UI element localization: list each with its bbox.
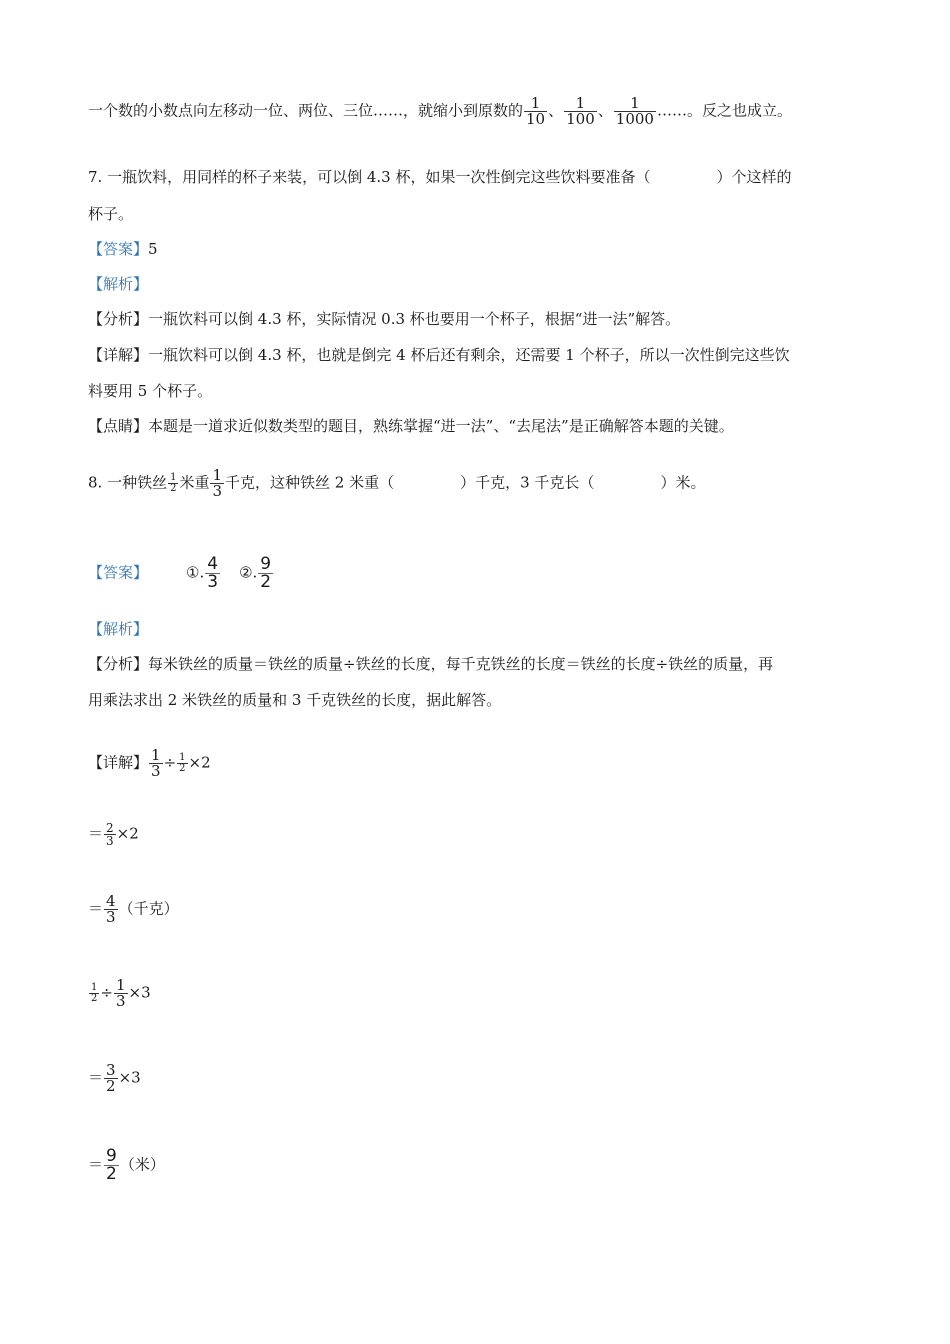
q8-step-3: ＝ $\frac{4}{3}$ （千克） [88, 892, 179, 926]
fraction-1-3: $\frac{1}{3}$ [212, 466, 223, 500]
step6-fraction: $\frac{9}{2}$ [106, 1146, 117, 1184]
q7-answer [88, 239, 158, 259]
q7-dianjing: 【点睛】本题是一道求近似数类型的题目，熟练掌握“进一法”、“去尾法”是正确解答本题的关键。 [88, 417, 734, 435]
q8-fenxi-line2: 用乘法求出 2 米铁丝的质量和 3 千克铁丝的长度，据此解答。 [88, 691, 502, 709]
q8-step-1: 【详解】 $\frac{1}{3}$ ÷ $\frac{1}{2}$ ×2 [88, 746, 211, 780]
fraction-1-10: $\frac{1}{10}$ [526, 94, 546, 128]
q8-step-4: $\frac{1}{2}$ ÷ $\frac{1}{3}$ ×3 [91, 976, 151, 1010]
answer-tag: 【答案】 [88, 240, 149, 258]
step5-fraction: $\frac{3}{2}$ [106, 1061, 116, 1095]
q8-step-5: ＝ $\frac{3}{2}$ ×3 [88, 1061, 141, 1095]
q8-question: 8. 一种铁丝 $\frac{1}{2}$ 米重 $\frac{1}{3}$ 千克，这种铁丝 2 米重（ ）千克，3 千克长（ ）米。 [88, 466, 706, 500]
intro-suffix: ……。反之也成立。 [656, 101, 792, 120]
q7-question-line2: 杯子。 [88, 205, 134, 223]
answer-fraction-9-2: $\frac{9}{2}$ [260, 554, 272, 592]
fraction-1-2: $\frac{1}{2}$ [170, 472, 177, 494]
intro-prefix: 一个数的小数点向左移动一位、两位、三位……，就缩小到原数的 [88, 101, 524, 120]
q8-step-2: ＝ $\frac{2}{3}$ ×2 [88, 821, 139, 848]
q8-answer: 【答案】 ①. $\frac{4}{3}$ ②. $\frac{9}{2}$ [88, 554, 272, 592]
step1-fraction-b: $\frac{1}{2}$ [179, 752, 186, 774]
fraction-1-1000: $\frac{1}{1000}$ [615, 94, 654, 128]
step4-fraction-a: $\frac{1}{2}$ [91, 982, 98, 1004]
step4-fraction-b: $\frac{1}{3}$ [115, 976, 126, 1010]
step2-fraction: $\frac{2}{3}$ [106, 821, 114, 848]
q7-xiangjie-line1: 【详解】一瓶饮料可以倒 4.3 杯，也就是倒完 4 杯后还有剩余，还需要 1 个杯子，所以一次性倒完这些饮 [88, 346, 790, 364]
step3-fraction: $\frac{4}{3}$ [106, 892, 116, 926]
q7-analysis-heading: 【解析】 [88, 275, 149, 293]
intro-line: 一个数的小数点向左移动一位、两位、三位……，就缩小到原数的 $\frac{1}{10}$ 、 $\frac{1}{100}$ 、 $\frac{1}{1000}$ ……。反之也成立。 [88, 94, 792, 128]
q7-fenxi: 【分析】一瓶饮料可以倒 4.3 杯，实际情况 0.3 杯也要用一个杯子，根据“进一法”解答。 [88, 310, 681, 328]
q8-analysis-heading: 【解析】 [88, 620, 149, 638]
answer-tag: 【答案】 [88, 563, 149, 582]
q7-question-line1: 7. 一瓶饮料，用同样的杯子来装，可以倒 4.3 杯，如果一次性倒完这些饮料要准备（ ）个这样的 [88, 168, 792, 186]
q8-step-6: ＝ $\frac{9}{2}$ （米） [88, 1146, 165, 1184]
fraction-1-100: $\frac{1}{100}$ [566, 94, 595, 128]
q7-xiangjie-line2: 料要用 5 个杯子。 [88, 382, 213, 400]
q7-answer-value: 5 [148, 240, 158, 258]
q8-fenxi-line1: 【分析】每米铁丝的质量＝铁丝的质量÷铁丝的长度，每千克铁丝的长度＝铁丝的长度÷铁丝的质量，再 [88, 655, 774, 673]
answer-fraction-4-3: $\frac{4}{3}$ [207, 554, 219, 592]
step1-fraction-a: $\frac{1}{3}$ [151, 746, 161, 780]
